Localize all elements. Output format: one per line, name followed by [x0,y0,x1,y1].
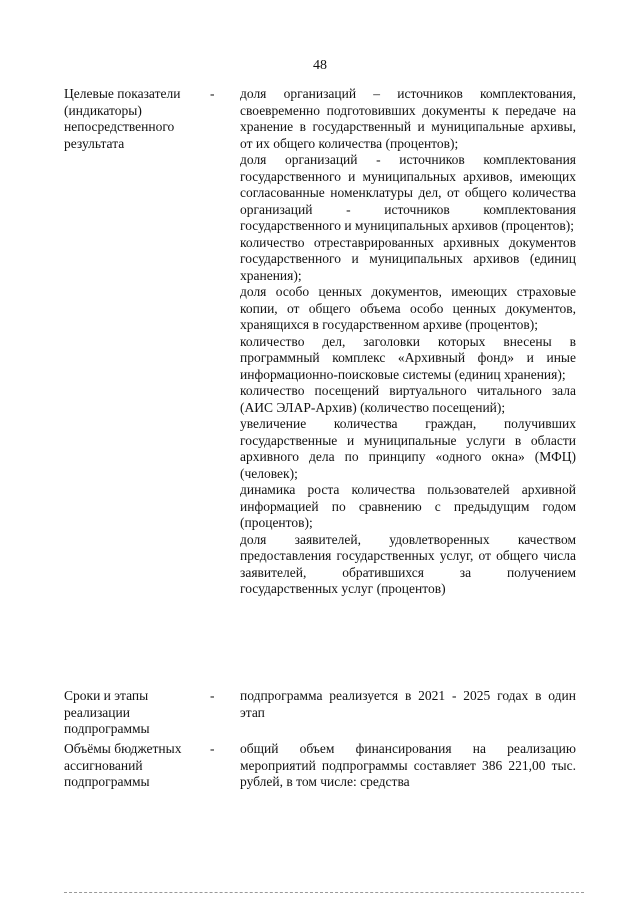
row-budget [64,741,586,811]
indicator-paragraph: доля организаций - источников комплектования государственного и муниципальных архивов, имеющих согласованные номенклатуры дел, от общего количества организаций - источников комплектования государственного и муниципальных архивов (процентов); [240,152,576,233]
row-value [240,688,576,721]
row-value [240,86,576,598]
row-timeline [64,688,586,740]
budget-paragraph: общий объем финансирования на реализацию мероприятий подпрограммы составляет 386 221,00 тыс. рублей, в том числе: средства [240,741,576,789]
indicator-paragraph: доля особо ценных документов, имеющих страховые копии, от общего объема особо ценных документов, хранящихся в государственном архиве (процентов); [240,284,576,332]
indicator-paragraph: количество посещений виртуального читального зала (АИС ЭЛАР-Архив) (количество посещений); [240,383,576,415]
row-label-line: (индикаторы) [64,102,142,118]
row-label-line: результата [64,135,125,151]
indicator-paragraph: доля заявителей, удовлетворенных качеством предоставления государственных услуг, от общего числа заявителей, обратившихся за получением государственных услуг (процентов) [240,531,576,596]
row-value [240,741,576,791]
row-label [64,688,204,738]
indicator-paragraph: динамика роста количества пользователей архивной информацией по сравнению с предыдущим годом (процентов); [240,482,576,530]
row-label-line: реализации [64,704,130,720]
row-dash: - [210,688,215,703]
row-label-line: Сроки и этапы [64,688,149,703]
scan-footer-line [64,892,584,893]
row-label [64,741,204,791]
indicator-paragraph: увеличение количества граждан, получивших государственные и муниципальные услуги в области архивного дела по принципу «одного окна» (МФЦ) (человек); [240,416,576,481]
row-label-line: подпрограммы [64,774,150,789]
timeline-paragraph: подпрограмма реализуется в 2021 - 2025 годах в один этап [240,688,576,720]
row-label-line: подпрограммы [64,721,150,736]
page-number: 48 [313,58,327,73]
row-dash: - [210,741,215,756]
row-label-line: непосредственного [64,119,175,134]
indicator-paragraph: количество дел, заголовки которых внесены в программный комплекс «Архивный фонд» и иные информационно-поисковые системы (единиц хранения); [240,333,576,382]
indicator-paragraph: количество отреставрированных архивных документов государственного и муниципальных архивов (единиц хранения); [240,234,576,283]
row-label-line: Целевые показатели [64,86,181,101]
row-label-line: ассигнований [64,757,143,773]
row-label [64,86,204,152]
row-dash: - [210,86,215,101]
row-label-line: Объёмы бюджетных [64,741,182,756]
row-target-indicators [64,86,586,686]
indicator-paragraph: доля организаций – источников комплектования, своевременно подготовивших документы к передаче на хранение в государственный и муниципальные архивы, от их общего количества (процентов); [240,86,576,151]
